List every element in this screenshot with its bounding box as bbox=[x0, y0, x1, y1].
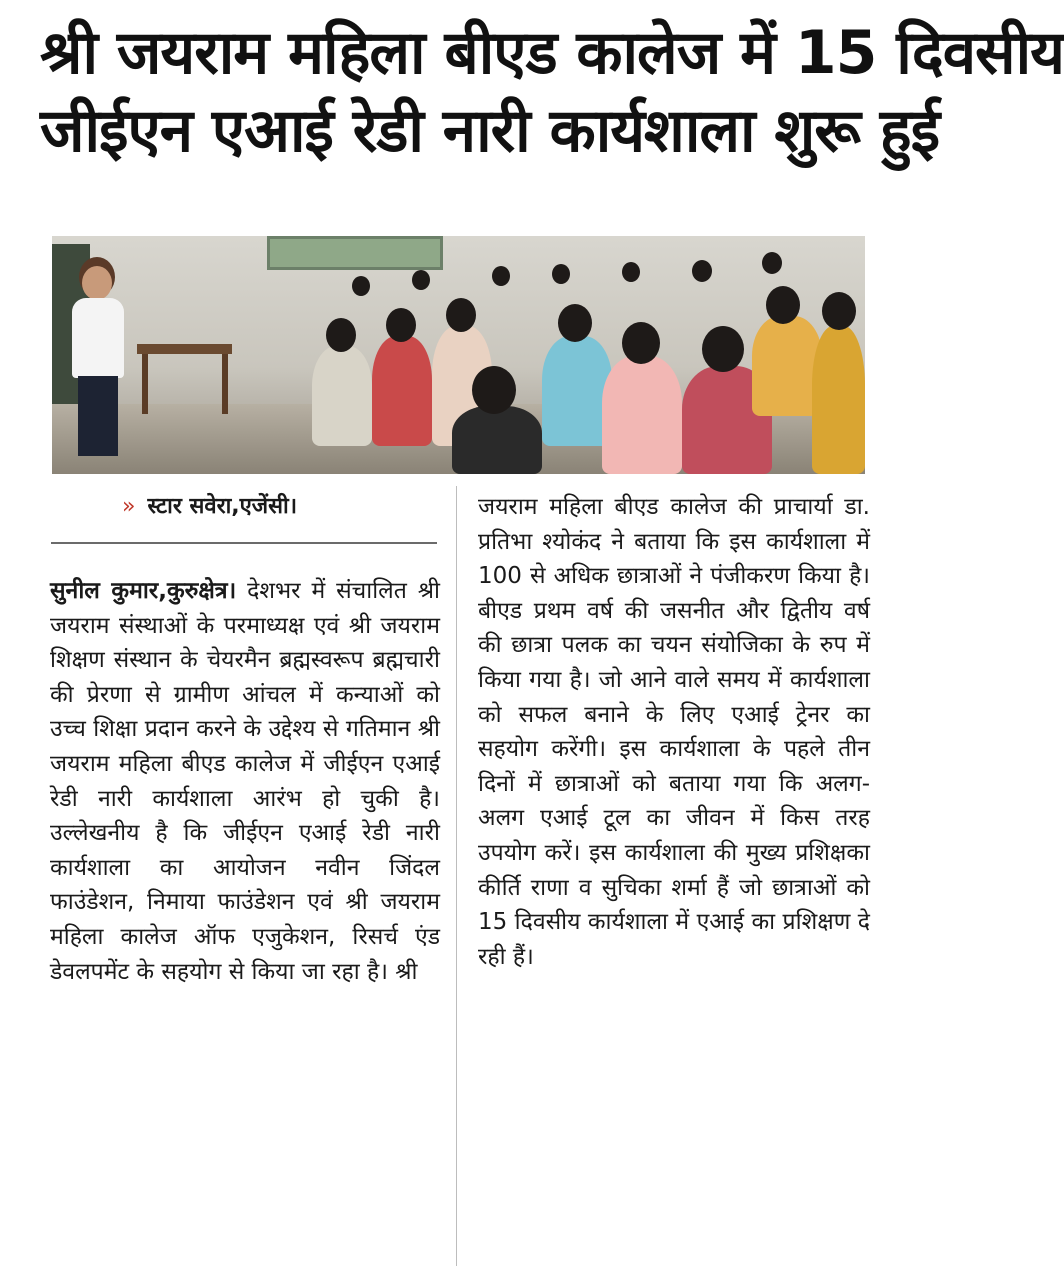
source-credit bbox=[122, 492, 297, 522]
headline bbox=[40, 14, 1064, 170]
article-column-left bbox=[50, 574, 440, 989]
classroom-photo bbox=[52, 236, 865, 474]
article-column-right bbox=[478, 490, 870, 974]
students-crowd bbox=[292, 256, 865, 474]
teacher-legs bbox=[78, 376, 118, 456]
divider bbox=[51, 542, 437, 544]
byline: सुनील कुमार,कुरुक्षेत्र। bbox=[50, 578, 237, 604]
source-text: स्टार सवेरा,एजेंसी। bbox=[147, 494, 298, 519]
teacher-body bbox=[72, 298, 124, 378]
headline-line-1: श्री जयराम महिला बीएड कालेज में 15 दिवसीय bbox=[40, 18, 1064, 88]
teacher-desk bbox=[137, 344, 232, 354]
desk-leg bbox=[142, 354, 148, 414]
headline-line-2: जीईएन एआई रेडी नारी कार्यशाला शुरू हुई bbox=[40, 96, 940, 166]
article-text-left: देशभर में संचालित श्री जयराम संस्थाओं के परमाध्यक्ष एवं श्री जयराम शिक्षण संस्थान के चेयरमैन ब्रह्मस्वरूप ब्रह्मचारी की प्रेरणा से ग्रामीण आंचल में कन्याओं को उच्च शिक्षा प्रदान करने के उद्देश्य से गतिमान श्री जयराम महिला बीएड कालेज में जीईएन एआई रेडी नारी कार्यशाला आरंभ हो चुकी है।उल्लेखनीय है कि जीईएन एआई रेडी नारी कार्यशाला का आयोजन नवीन जिंदल फाउंडेशन, निमाया फाउंडेशन एवं श्री जयराम महिला कालेज ऑफ एजुकेशन, रिसर्च एंड डेवलपमेंट के सहयोग से किया जा रहा है। श्री bbox=[50, 578, 440, 985]
chevron-right-icon: » bbox=[122, 494, 136, 519]
desk-leg bbox=[222, 354, 228, 414]
teacher-head bbox=[82, 266, 112, 300]
column-divider bbox=[456, 486, 457, 1266]
article-text-right: जयराम महिला बीएड कालेज की प्राचार्या डा. प्रतिभा श्योकंद ने बताया कि इस कार्यशाला में 100 से अधिक छात्राओं ने पंजीकरण किया है। बीएड प्रथम वर्ष की जसनीत और द्वितीय वर्ष की छात्रा पलक का चयन संयोजिका के रुप में किया गया है। जो आने वाले समय में कार्यशाला को सफल बनाने के लिए एआई ट्रेनर का सहयोग करेंगी। इस कार्यशाला के पहले तीन दिनों में छात्राओं को बताया गया कि अलग-अलग एआई टूल का जीवन में किस तरह उपयोग करें। इस कार्यशाला की मुख्य प्रशिक्षका कीर्ति राणा व सुचिका शर्मा हैं जो छात्राओं को 15 दिवसीय कार्यशाला में एआई का प्रशिक्षण दे रही हैं। bbox=[478, 494, 870, 970]
